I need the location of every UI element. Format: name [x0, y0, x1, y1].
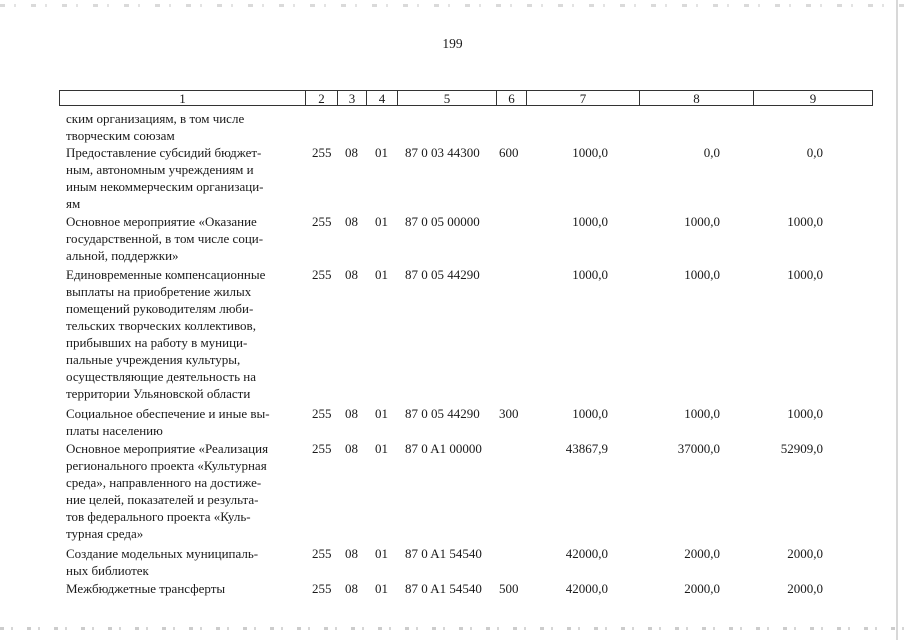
amount-col-7: 42000,0 — [565, 581, 608, 596]
description-line: Основное мероприятие «Реализация — [66, 441, 269, 456]
description-line: ных библиотек — [66, 563, 149, 578]
description-line: Единовременные компенсационные — [66, 267, 266, 282]
target-article-code: 87 0 A1 54540 — [405, 581, 482, 596]
amount-col-9: 2000,0 — [787, 581, 823, 596]
description-line: Социальное обеспечение и иные вы- — [66, 406, 270, 421]
header-col-4: 4 — [366, 91, 397, 105]
section-code: 08 — [345, 581, 358, 596]
section-code: 08 — [345, 546, 358, 561]
description-line: среда», направленного на достиже- — [66, 475, 262, 490]
description-line: платы населению — [66, 423, 163, 438]
description-line: творческим союзам — [66, 128, 175, 143]
description-line: пальные учреждения культуры, — [66, 352, 241, 367]
target-article-code: 87 0 A1 54540 — [405, 546, 482, 561]
description-line: государственной, в том числе соци- — [66, 231, 264, 246]
amount-col-8: 37000,0 — [677, 441, 720, 456]
scan-artifact-bottom — [0, 627, 905, 630]
amount-col-9: 0,0 — [806, 145, 823, 160]
section-code: 08 — [345, 441, 358, 456]
section-code: 08 — [345, 406, 358, 421]
header-col-8: 8 — [639, 91, 753, 105]
description-line: ским организациям, в том числе — [66, 111, 245, 126]
scan-artifact-right — [896, 0, 898, 640]
description-line: ние целей, показателей и результа- — [66, 492, 259, 507]
description-line: Создание модельных муниципаль- — [66, 546, 259, 561]
amount-col-7: 1000,0 — [572, 406, 608, 421]
amount-col-7: 1000,0 — [572, 145, 608, 160]
description-line: тов федерального проекта «Куль- — [66, 509, 251, 524]
subsection-code: 01 — [375, 546, 388, 561]
description-line: Предоставление субсидий бюджет- — [66, 145, 262, 160]
description-line: прибывших на работу в муници- — [66, 335, 248, 350]
amount-col-7: 1000,0 — [572, 267, 608, 282]
amount-col-9: 1000,0 — [787, 406, 823, 421]
subsection-code: 01 — [375, 581, 388, 596]
row-description — [66, 110, 302, 144]
amount-col-7: 1000,0 — [572, 214, 608, 229]
expense-type-code: 600 — [499, 145, 519, 160]
amount-col-9: 1000,0 — [787, 267, 823, 282]
amount-col-7: 43867,9 — [565, 441, 608, 456]
description-line: выплаты на приобретение жилых — [66, 284, 252, 299]
amount-col-7: 42000,0 — [565, 546, 608, 561]
description-line: помещений руководителям люби- — [66, 301, 254, 316]
page-number: 199 — [442, 36, 463, 51]
subsection-code: 01 — [375, 406, 388, 421]
grbs-code: 255 — [312, 406, 332, 421]
amount-col-8: 2000,0 — [684, 581, 720, 596]
amount-col-8: 0,0 — [703, 145, 720, 160]
grbs-code: 255 — [312, 441, 332, 456]
header-col-1: 1 — [179, 91, 186, 106]
description-line: Основное мероприятие «Оказание — [66, 214, 257, 229]
target-article-code: 87 0 03 44300 — [405, 145, 480, 160]
amount-col-8: 1000,0 — [684, 214, 720, 229]
target-article-code: 87 0 05 44290 — [405, 267, 480, 282]
subsection-code: 01 — [375, 441, 388, 456]
header-col-3: 3 — [337, 91, 366, 105]
row-description — [66, 213, 302, 264]
subsection-code: 01 — [375, 145, 388, 160]
description-line: тельских творческих коллективов, — [66, 318, 256, 333]
amount-col-8: 1000,0 — [684, 267, 720, 282]
header-col-9: 9 — [753, 91, 872, 105]
section-code: 08 — [345, 145, 358, 160]
section-code: 08 — [345, 267, 358, 282]
target-article-code: 87 0 05 00000 — [405, 214, 480, 229]
grbs-code: 255 — [312, 214, 332, 229]
header-col-7: 7 — [526, 91, 639, 105]
header-col-2: 2 — [305, 91, 337, 105]
grbs-code: 255 — [312, 145, 332, 160]
header-col-5: 5 — [397, 91, 496, 105]
table-header-row — [59, 90, 873, 106]
expense-type-code: 500 — [499, 581, 519, 596]
row-description — [66, 144, 302, 212]
description-line: турная среда» — [66, 526, 144, 541]
description-line: ным, автономным учреждениям и — [66, 162, 254, 177]
amount-col-8: 1000,0 — [684, 406, 720, 421]
description-line: иным некоммерческим организаци- — [66, 179, 264, 194]
header-col-6: 6 — [496, 91, 526, 105]
grbs-code: 255 — [312, 546, 332, 561]
amount-col-8: 2000,0 — [684, 546, 720, 561]
row-description — [66, 545, 302, 579]
subsection-code: 01 — [375, 214, 388, 229]
scan-artifact-top — [0, 4, 905, 7]
description-line: регионального проекта «Культурная — [66, 458, 267, 473]
target-article-code: 87 0 A1 00000 — [405, 441, 482, 456]
description-line: Межбюджетные трансферты — [66, 581, 226, 596]
row-description — [66, 266, 302, 402]
description-line: ям — [66, 196, 81, 211]
subsection-code: 01 — [375, 267, 388, 282]
expense-type-code: 300 — [499, 406, 519, 421]
amount-col-9: 52909,0 — [780, 441, 823, 456]
row-description — [66, 405, 302, 439]
description-line: территории Ульяновской области — [66, 386, 251, 401]
amount-col-9: 2000,0 — [787, 546, 823, 561]
grbs-code: 255 — [312, 267, 332, 282]
target-article-code: 87 0 05 44290 — [405, 406, 480, 421]
grbs-code: 255 — [312, 581, 332, 596]
row-description — [66, 580, 302, 597]
description-line: альной, поддержки» — [66, 248, 179, 263]
description-line: осуществляющие деятельность на — [66, 369, 256, 384]
amount-col-9: 1000,0 — [787, 214, 823, 229]
section-code: 08 — [345, 214, 358, 229]
row-description — [66, 440, 302, 542]
